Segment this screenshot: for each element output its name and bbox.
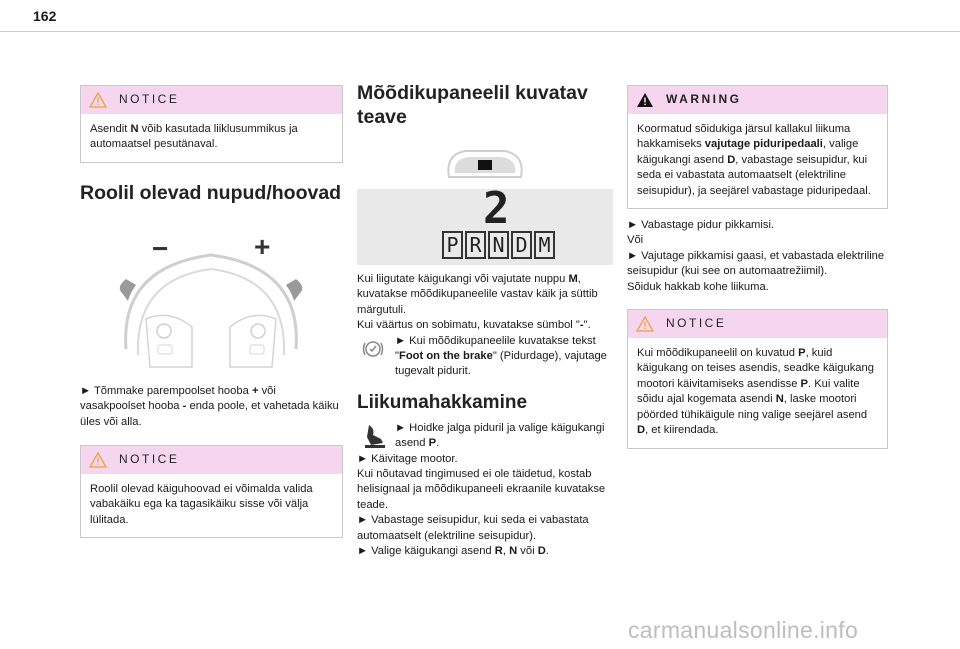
or-text: Või: [627, 234, 644, 247]
vehicle-moves-text: Sõiduk hakkab kohe liikuma.: [627, 280, 769, 293]
page-number: 162: [33, 8, 57, 24]
notice-label: NOTICE: [119, 92, 180, 107]
section-heading-2: Liikumahakkamine: [357, 391, 528, 413]
foot-on-brake-text: ► Kui mõõdikupaneelile kuvatakse tekst "Foot on the brake" (Pidurdage), vajutage tugevalt pidurit.: [395, 334, 607, 378]
gear-letter: N: [488, 231, 509, 259]
warning-body: [628, 114, 887, 208]
gear-letter: M: [534, 231, 555, 259]
warning-triangle-icon: [636, 92, 654, 108]
conditions-text: Kui nõutavad tingimused ei ole täidetud, kostab helisignaal ja mõõdikupaneeli ekraanile kuvatakse teade.: [357, 468, 606, 511]
foot-on-brake-row: [357, 334, 613, 380]
release-brake-text: ► Vabastage pidur pikkamisi.: [627, 219, 775, 232]
brake-warning-icon: [361, 338, 385, 360]
gear-letter: D: [511, 231, 532, 259]
notice-box: [80, 85, 343, 163]
warning-header: [628, 86, 887, 114]
column-right: [627, 85, 888, 449]
release-parking-brake-text: ► Vabastage seisupidur, kui seda ei vabastata automaatselt (elektriline seisupidur).: [357, 514, 589, 542]
plus-paddle-label: +: [254, 230, 271, 262]
warning-text: Koormatud sõidukiga järsul kallakul liikuma hakkamiseks vajutage piduripedaali, valige käigukangi asend D, vabastage seisupidur, kui seda ei vabastata automaatselt (elektriline seisupidur), ja seejärel vabastage piduripedaal.: [637, 123, 871, 197]
notice-text: Kui mõõdikupaneelil on kuvatud P, kuid käigukang on teises asendis, seadke käigukang mootori käivitamiseks asendisse P. Kui valite sõidu ajal kogemata asendi N, laske mootori pöörded tühikäigule ning valige seejärel asend D, et kiirendada.: [637, 347, 874, 437]
notice-header: [81, 86, 342, 114]
notice-label: NOTICE: [119, 452, 180, 467]
gear-letter: R: [465, 231, 486, 259]
steering-wheel-illustration: [80, 227, 343, 374]
notice-body: [81, 114, 342, 162]
watermark: carmanualsonline.info: [628, 617, 859, 643]
instrument-panel-icon: [357, 143, 613, 183]
warning-box: [627, 85, 888, 209]
gear-digit: 2: [483, 183, 510, 234]
notice-label: NOTICE: [666, 316, 727, 331]
brake-step-row: [357, 421, 613, 452]
header-rule: [0, 31, 960, 32]
foot-on-pedal-icon: [363, 423, 387, 449]
section-heading: Mõõdikupaneelil kuvatav teave: [357, 82, 588, 128]
instrument-panel-illustration: [357, 143, 613, 183]
notice-header: [81, 446, 342, 474]
minus-paddle-label: −: [152, 232, 169, 264]
warning-triangle-icon: [89, 452, 107, 468]
invalid-value-text: Kui väärtus on sobimatu, kuvatakse sümbol "-".: [357, 319, 591, 332]
column-middle: [357, 81, 613, 560]
notice-box-2: [80, 445, 343, 538]
warning-label: WARNING: [666, 92, 742, 107]
steering-wheel-icon: [80, 227, 343, 374]
paddle-instructions: ► Tõmmake parempoolset hooba + või vasakpoolset hooba - enda poole, et vahetada käiku üles või alla.: [80, 384, 339, 428]
gear-display-text: Kui liigutate käigukangi või vajutate nuppu M, kuvatakse mõõdikupaneelile vastav käik ja süttib märgutuli.: [357, 273, 598, 316]
notice-header: [628, 310, 887, 338]
accelerate-text: ► Vajutage pikkamisi gaasi, et vabastada elektriline seisupidur (kui see on automaatrežiimil).: [627, 249, 885, 278]
warning-triangle-icon: [89, 92, 107, 108]
gear-display-illustration: [357, 183, 613, 265]
section-heading: Roolil olevad nupud/hoovad: [80, 181, 342, 204]
notice-box-3: [627, 309, 888, 448]
notice-text: Roolil olevad käiguhoovad ei võimalda valida vabakäiku ega ka tagasikäiku sisse või välja lülitada.: [90, 483, 313, 526]
notice-text: Asendit N võib kasutada liiklusummikus ja automaatsel pesutänaval.: [90, 123, 298, 151]
select-gear-text: ► Valige käigukangi asend R, N või D.: [357, 545, 549, 558]
notice-body: [628, 338, 887, 447]
release-steps: [627, 218, 888, 295]
gear-letter: P: [442, 231, 463, 259]
column-left: [80, 85, 343, 538]
brake-step-text: ► Hoidke jalga piduril ja valige käigukangi asend P.: [395, 421, 605, 450]
start-engine-text: ► Käivitage mootor.: [357, 452, 458, 465]
gear-letters: [442, 231, 555, 259]
warning-triangle-icon: [636, 316, 654, 332]
notice-body: [81, 474, 342, 537]
